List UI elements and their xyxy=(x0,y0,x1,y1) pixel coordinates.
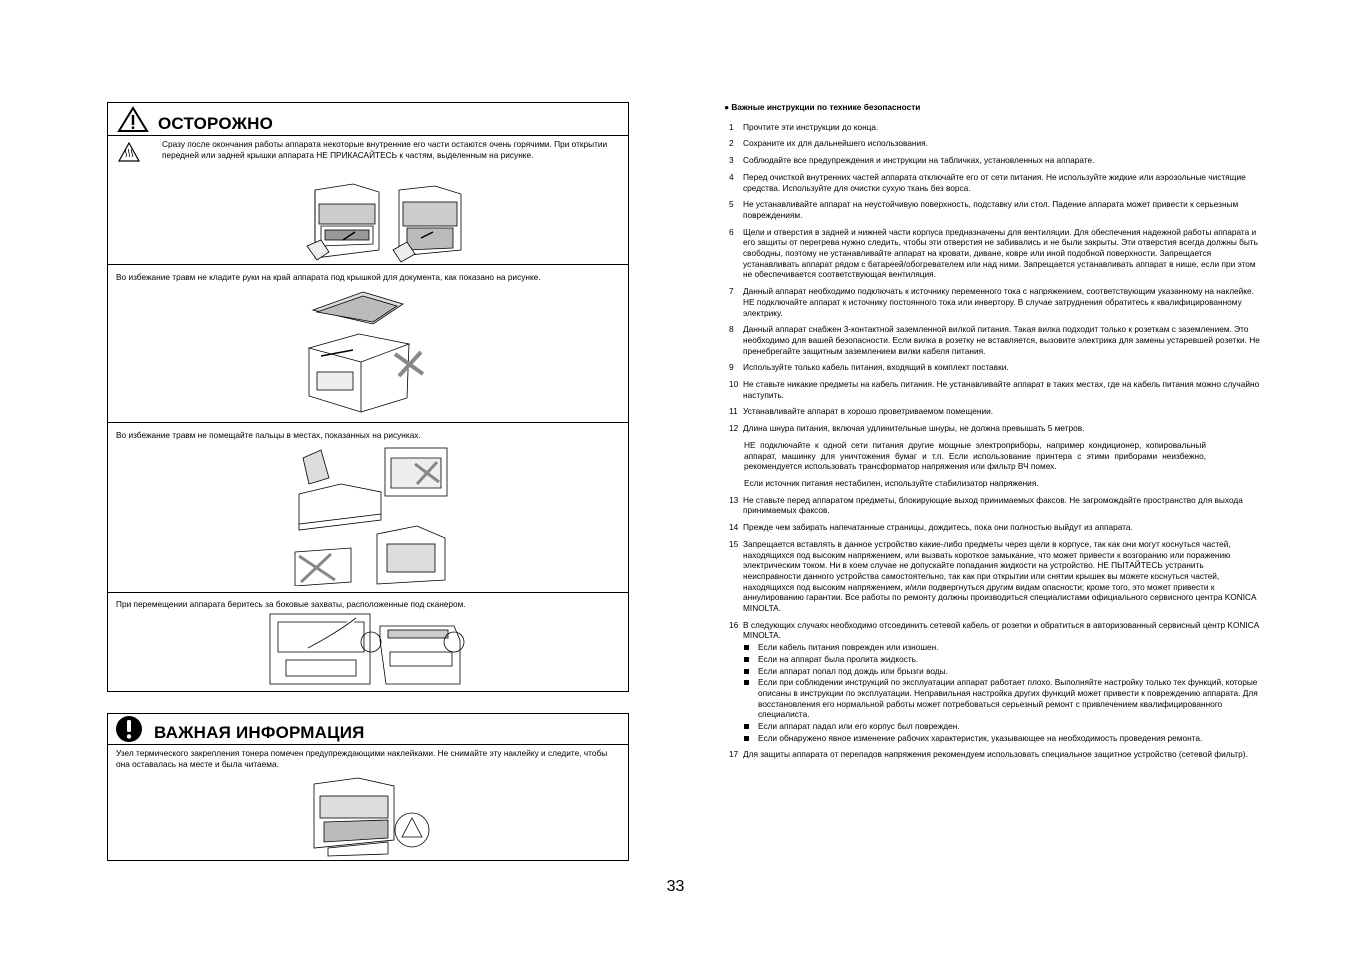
important-header xyxy=(108,714,628,745)
printer-open-covers-illustration xyxy=(303,180,471,264)
bullet-item: Если аппарат попал под дождь или брызги воды. xyxy=(724,666,1260,677)
caution-text-carry: При перемещении аппарата беритесь за боковые захваты, расположенные под сканером. xyxy=(116,599,466,609)
bullet-item: Если на аппарат была пролита жидкость. xyxy=(724,654,1260,665)
list-item: 5 Не устанавливайте аппарат на неустойчивую поверхность, подставку или стол. Падение аппарата может привести к серьезным повреждениям. xyxy=(729,199,1239,220)
caution-text-cover: Во избежание травм не кладите руки на край аппарата под крышкой для документа, как показано на рисунке. xyxy=(116,272,541,282)
caution-text-hot: Сразу после окончания работы аппарата некоторые внутренние его части остаются очень горячими. При открытии передней или задней крышки аппарата НЕ ПРИКАСАЙТЕСЬ к частям, выделенным на рисунке. xyxy=(162,139,608,160)
list-item: 8 Данный аппарат снабжен 3-контактной заземленной вилкой питания. Такая вилка подходит только к розеткам с заземлением. Это необходимо для вашей безопасности. Если вилка в розетку не вставляется, вызовите электрика для замены устаревшей розетки. Не пренебрегайте защитным заземлением вилки кабеля питания. xyxy=(729,324,1260,356)
list-item: 17 Для защиты аппарата от перепадов напряжения рекомендуем использовать специальное защитное устройство (сетевой фильтр). xyxy=(729,749,1248,760)
caution-section-carry xyxy=(108,592,628,692)
bullet-item: Если при соблюдении инструкций по эксплуатации аппарат работает плохо. Выполняйте настройку только тех функций, которые описаны в инструкции по эксплуатации. Неправильная настройка других функций может привести к повреждению аппарата. Для восстановления его нормальной работы может потребоваться серьезный ремонт с привлечением квалифицированного специалиста. xyxy=(724,677,1260,720)
caution-text-fingers: Во избежание травм не помещайте пальцы в местах, показанных на рисунках. xyxy=(116,430,421,440)
printer-carry-handles-illustration xyxy=(268,612,470,687)
caution-title: ОСТОРОЖНО xyxy=(158,114,274,133)
list-item: 12 Длина шнура питания, включая удлинительные шнуры, не должна превышать 5 метров. xyxy=(729,423,1085,434)
list-item: 1 Прочтите эти инструкции до конца. xyxy=(729,121,879,132)
list-item: 9 Используйте только кабель питания, входящий в комплект поставки. xyxy=(729,362,1009,373)
power-note-1: НЕ подключайте к одной сети питания другие мощные электроприборы, например кондиционер, копировальный аппарат, машинку для уничтожения бумаг и т.п. Если использование принтера с этими приборами неизбежно, рекомендуется использовать трансформатор напряжения или фильтр ВЧ помех. xyxy=(744,439,1206,472)
safety-list-1 xyxy=(724,122,1260,434)
safety-instructions xyxy=(724,102,1260,766)
hot-surface-icon xyxy=(118,142,140,162)
list-item: 6 Щели и отверстия в задней и нижней части корпуса предназначены для вентиляции. Для обеспечения надежной работы аппарата и его защиты от перегрева нужно следить, чтобы эти отверстия не забивались и не были закрыты. Эти отверстия всегда должны быть свободны, поэтому не устанавливайте аппарат на кровати, диване, ковре или иной подобной поверхности. Запрещается устанавливать аппарат рядом с батареей/обогревателем или над ними. Запрещается устанавливать аппарат в нише, если при этом не обеспечивается соответствующая вентиляция. xyxy=(729,226,1258,280)
list-item: 4 Перед очисткой внутренних частей аппарата отключайте его от сети питания. Не используйте жидкие или аэрозольные чистящие средства. Используйте для очистки сухую ткань без ворса. xyxy=(729,171,1246,193)
bullet-item: Если кабель питания поврежден или изношен. xyxy=(724,642,1260,653)
power-note-2: Если источник питания нестабилен, используйте стабилизатор напряжения. xyxy=(744,477,1039,488)
important-info-box xyxy=(107,713,629,861)
list-item: 3 Соблюдайте все предупреждения и инструкции на табличках, установленных на аппарате. xyxy=(729,155,1095,166)
disconnect-conditions-list xyxy=(724,642,1260,743)
fuser-label-illustration xyxy=(308,776,440,858)
list-item: 7 Данный аппарат необходимо подключать к источнику переменного тока с напряжением, соответствующим указанному на наклейке. НЕ подключайте аппарат к источнику постоянного тока или инвертору. В случае затруднения обратитесь к квалифицированному электрику. xyxy=(729,286,1254,318)
caution-section-fingers xyxy=(108,422,628,593)
list-item: 16 В следующих случаях необходимо отсоединить сетевой кабель от розетки и обратиться в авторизованный сервисный центр KONICA MINOLTA. xyxy=(729,619,1259,641)
safety-list-2 xyxy=(724,495,1260,641)
list-item: 15 Запрещается вставлять в данное устройство какие-либо предметы через щели в корпусе, так как они могут коснуться частей, находящихся под высоким напряжением, или вызвать короткое замыкание, что может привести к возгоранию или поражению электрическим током. Ни в коем случае не допускайте попадания жидкости на устройство. НЕ ПЫТАЙТЕСЬ устранить неисправности данного устройства самостоятельно, так как при открытии или снятии крышек вы можете коснуться частей, находящихся под высоким напряжением, и/или подвергнуться другим видам опасности; кроме того, это может привести к аннулированию гарантии. Все работы по ремонту должны производиться специалистами официального сервисного центра KONICA MINOLTA. xyxy=(729,538,1257,614)
caution-section-hot xyxy=(108,136,628,265)
caution-section-cover xyxy=(108,264,628,423)
printer-scanner-lid-illustration xyxy=(303,288,438,418)
warning-triangle-icon xyxy=(117,106,149,133)
safety-heading: ● Важные инструкции по технике безопасности xyxy=(724,102,921,112)
list-item: 13 Не ставьте перед аппаратом предметы, блокирующие выход принимаемых факсов. Не загромождайте пространство для выхода принимаемых факсов. xyxy=(729,494,1243,516)
page-number: 33 xyxy=(666,878,685,895)
list-item: 14 Прежде чем забирать напечатанные страницы, дождитесь, пока они полностью выйдут из аппарата. xyxy=(729,522,1133,533)
important-text: Узел термического закрепления тонера помечен предупреждающими наклейками. Не снимайте эту наклейку и следите, чтобы она оставалась на месте и была читаема. xyxy=(116,748,608,769)
bullet-item: Если аппарат падал или его корпус был поврежден. xyxy=(724,721,1260,732)
list-item: 2 Сохраните их для дальнейшего использования. xyxy=(729,138,928,149)
list-item: 11 Устанавливайте аппарат в хорошо проветриваемом помещении. xyxy=(729,406,994,417)
printer-pinch-points-illustration xyxy=(291,444,451,586)
caution-header xyxy=(108,103,628,136)
exclamation-circle-icon xyxy=(114,715,144,743)
important-title: ВАЖНАЯ ИНФОРМАЦИЯ xyxy=(154,723,365,742)
bullet-item: Если обнаружено явное изменение рабочих характеристик, указывающее на необходимость проведения ремонта. xyxy=(724,733,1260,744)
list-item: 10 Не ставьте никакие предметы на кабель питания. Не устанавливайте аппарат в таких местах, где на кабель питания можно случайно наступить. xyxy=(729,379,1260,400)
caution-box xyxy=(107,102,629,692)
